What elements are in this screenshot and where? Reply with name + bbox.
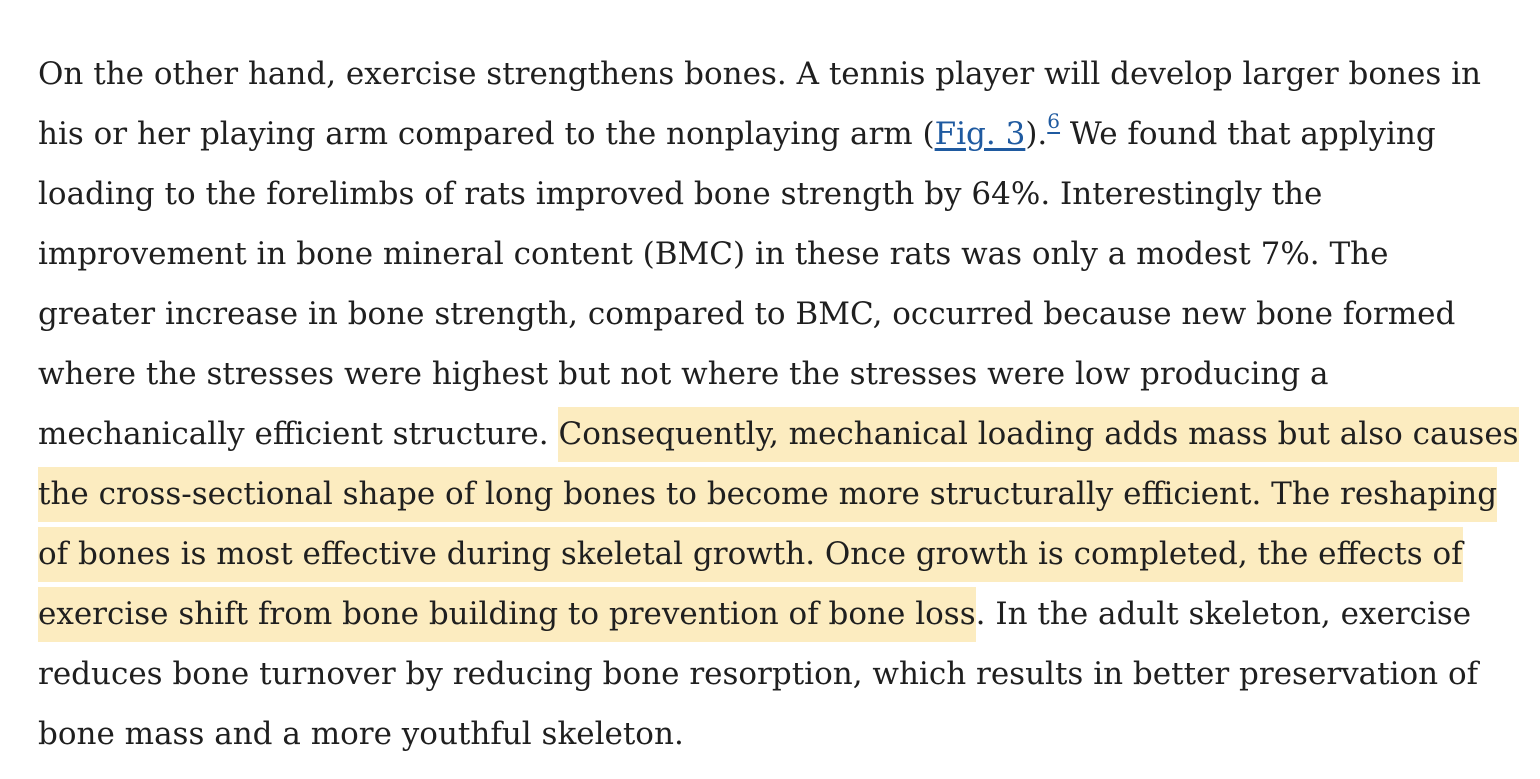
text-line: [38, 104, 1518, 164]
text-segment: greater increase in bone strength, compared to BMC, occurred because new bone formed: [38, 296, 1456, 332]
text-segment: ).: [1025, 116, 1048, 152]
text-segment: his or her playing arm compared to the nonplaying arm (: [38, 116, 935, 152]
text-line: [38, 404, 1518, 464]
text-segment: where the stresses were highest but not where the stresses were low producing a: [38, 356, 1329, 392]
text-segment: bone mass and a more youthful skeleton.: [38, 716, 684, 752]
highlighted-text[interactable]: Consequently, mechanical loading adds mass but also causes: [558, 407, 1518, 462]
text-line: [38, 44, 1518, 104]
text-line: [38, 644, 1518, 704]
text-segment: mechanically efficient structure.: [38, 416, 559, 452]
text-line: [38, 224, 1518, 284]
highlighted-text[interactable]: exercise shift from bone building to prevention of bone loss: [38, 587, 976, 642]
text-line: [38, 524, 1518, 584]
figure-link[interactable]: Fig. 3: [934, 116, 1026, 152]
text-segment: . In the adult skeleton, exercise: [975, 596, 1472, 632]
text-line: [38, 284, 1518, 344]
text-line: [38, 584, 1518, 644]
text-segment: We found that applying: [1060, 116, 1436, 152]
highlighted-text[interactable]: of bones is most effective during skeletal growth. Once growth is completed, the effects of: [38, 527, 1463, 582]
highlighted-text[interactable]: the cross-sectional shape of long bones to become more structurally efficient. The reshaping: [38, 467, 1497, 522]
text-segment: improvement in bone mineral content (BMC) in these rats was only a modest 7%. The: [38, 236, 1389, 272]
reference-link[interactable]: 6: [1047, 109, 1061, 133]
article-body: [38, 44, 1518, 764]
text-line: [38, 164, 1518, 224]
paragraph: [38, 44, 1518, 764]
text-line: [38, 344, 1518, 404]
text-segment: loading to the forelimbs of rats improved bone strength by 64%. Interestingly the: [38, 176, 1323, 212]
text-line: [38, 704, 1518, 764]
text-segment: On the other hand, exercise strengthens bones. A tennis player will develop larger bones in: [38, 56, 1481, 92]
text-line: [38, 464, 1518, 524]
text-segment: reduces bone turnover by reducing bone resorption, which results in better preservation of: [38, 656, 1479, 692]
